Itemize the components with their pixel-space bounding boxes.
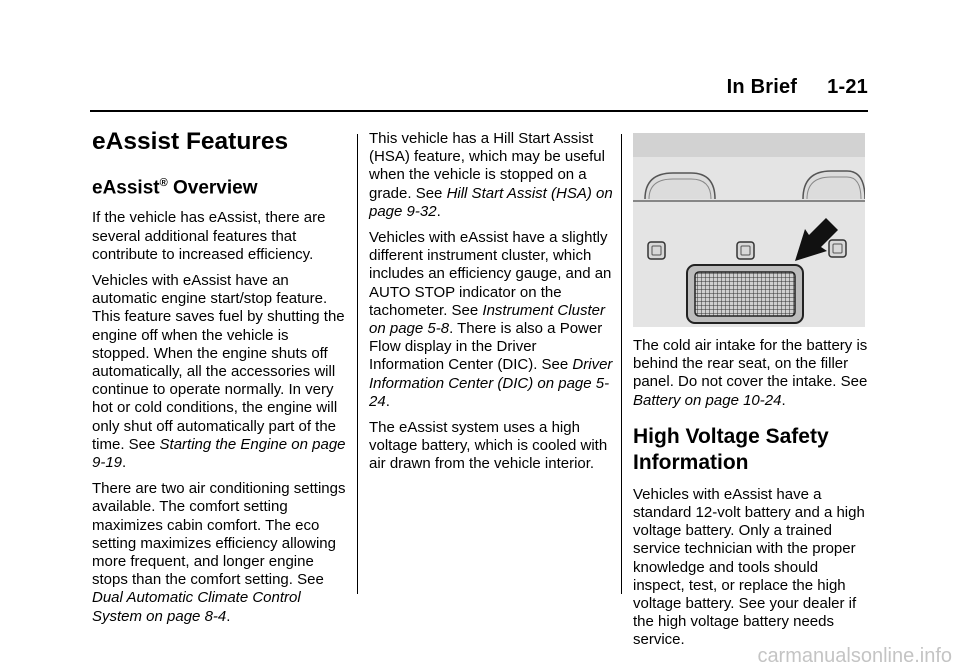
paragraph: Vehicles with eAssist have a slightly different instrument cluster, which includes an efficiency gauge, and an AUTO STOP indicator on the tachometer. See Instrument Cluster on page 5-8. There is also a Power Flow display in the Driver Information Center (DIC). See Driver Information Center (DIC) on page 5-24. bbox=[369, 229, 613, 410]
paragraph: If the vehicle has eAssist, there are several additional features that contribute to increased efficiency. bbox=[92, 209, 326, 263]
cross-reference-link[interactable]: Hill Start Assist (HSA) on page 9-32 bbox=[369, 184, 613, 220]
section-title: In Brief bbox=[726, 76, 798, 98]
column-divider-1 bbox=[357, 134, 358, 594]
section-heading: eAssist Features bbox=[92, 128, 289, 155]
column-2 bbox=[369, 130, 614, 482]
rear-seat-filler-panel-drawing bbox=[633, 133, 865, 327]
page-header bbox=[727, 76, 868, 99]
safety-heading: High Voltage Safety Information bbox=[633, 424, 829, 474]
cross-reference-link[interactable]: Instrument Cluster on page 5-8 bbox=[369, 301, 605, 338]
watermark-text: carmanualsonline.info bbox=[757, 645, 952, 667]
paragraph: The eAssist system uses a high voltage battery, which is cooled with air drawn from the vehicle interior. bbox=[369, 419, 608, 473]
paragraph: Vehicles with eAssist have a standard 12-volt battery and a high voltage battery. Only a trained service technician with the proper knowledge and tools should inspect, test, or replace the high voltage battery. See your dealer if the high voltage battery needs service. bbox=[633, 485, 865, 649]
column-3 bbox=[633, 133, 871, 658]
page-number: 1-21 bbox=[827, 76, 868, 98]
registered-mark: ® bbox=[159, 177, 168, 189]
figure-caption: The cold air intake for the battery is behind the rear seat, on the filler panel. Do not cover the intake. See Battery on page 10-24. bbox=[633, 337, 868, 409]
cross-reference-link[interactable]: Dual Automatic Climate Control System on page 8-4 bbox=[92, 589, 301, 625]
cross-reference-link[interactable]: Starting the Engine on page 9-19 bbox=[92, 435, 346, 471]
column-divider-2 bbox=[621, 134, 622, 594]
overview-heading: eAssist® Overview bbox=[92, 177, 258, 199]
cross-reference-link[interactable]: Driver Information Center (DIC) on page 5-24 bbox=[369, 356, 613, 410]
cross-reference-link[interactable]: Battery on page 10-24 bbox=[633, 391, 782, 409]
paragraph: Vehicles with eAssist have an automatic engine start/stop feature. This feature saves fuel by shutting the engine off when the vehicle is stopped. When the engine shuts off automatically, all the accessories will continue to operate normally. In very hot or cold conditions, the engine will only shut off automatically part of the time. See Starting the Engine on page 9-19. bbox=[92, 271, 346, 471]
header-rule bbox=[90, 110, 868, 112]
paragraph: There are two air conditioning settings available. The comfort setting maximizes cabin comfort. The eco setting maximizes efficiency allowing more frequent, and longer engine stops than the comfort setting. See Dual Automatic Climate Control System on page 8-4. bbox=[92, 480, 346, 625]
column-1 bbox=[92, 128, 350, 634]
paragraph: This vehicle has a Hill Start Assist (HSA) feature, which may be useful when the vehicle is stopped on a grade. See Hill Start Assist (HSA) on page 9-32. bbox=[369, 130, 613, 220]
battery-air-intake-illustration bbox=[633, 133, 865, 327]
